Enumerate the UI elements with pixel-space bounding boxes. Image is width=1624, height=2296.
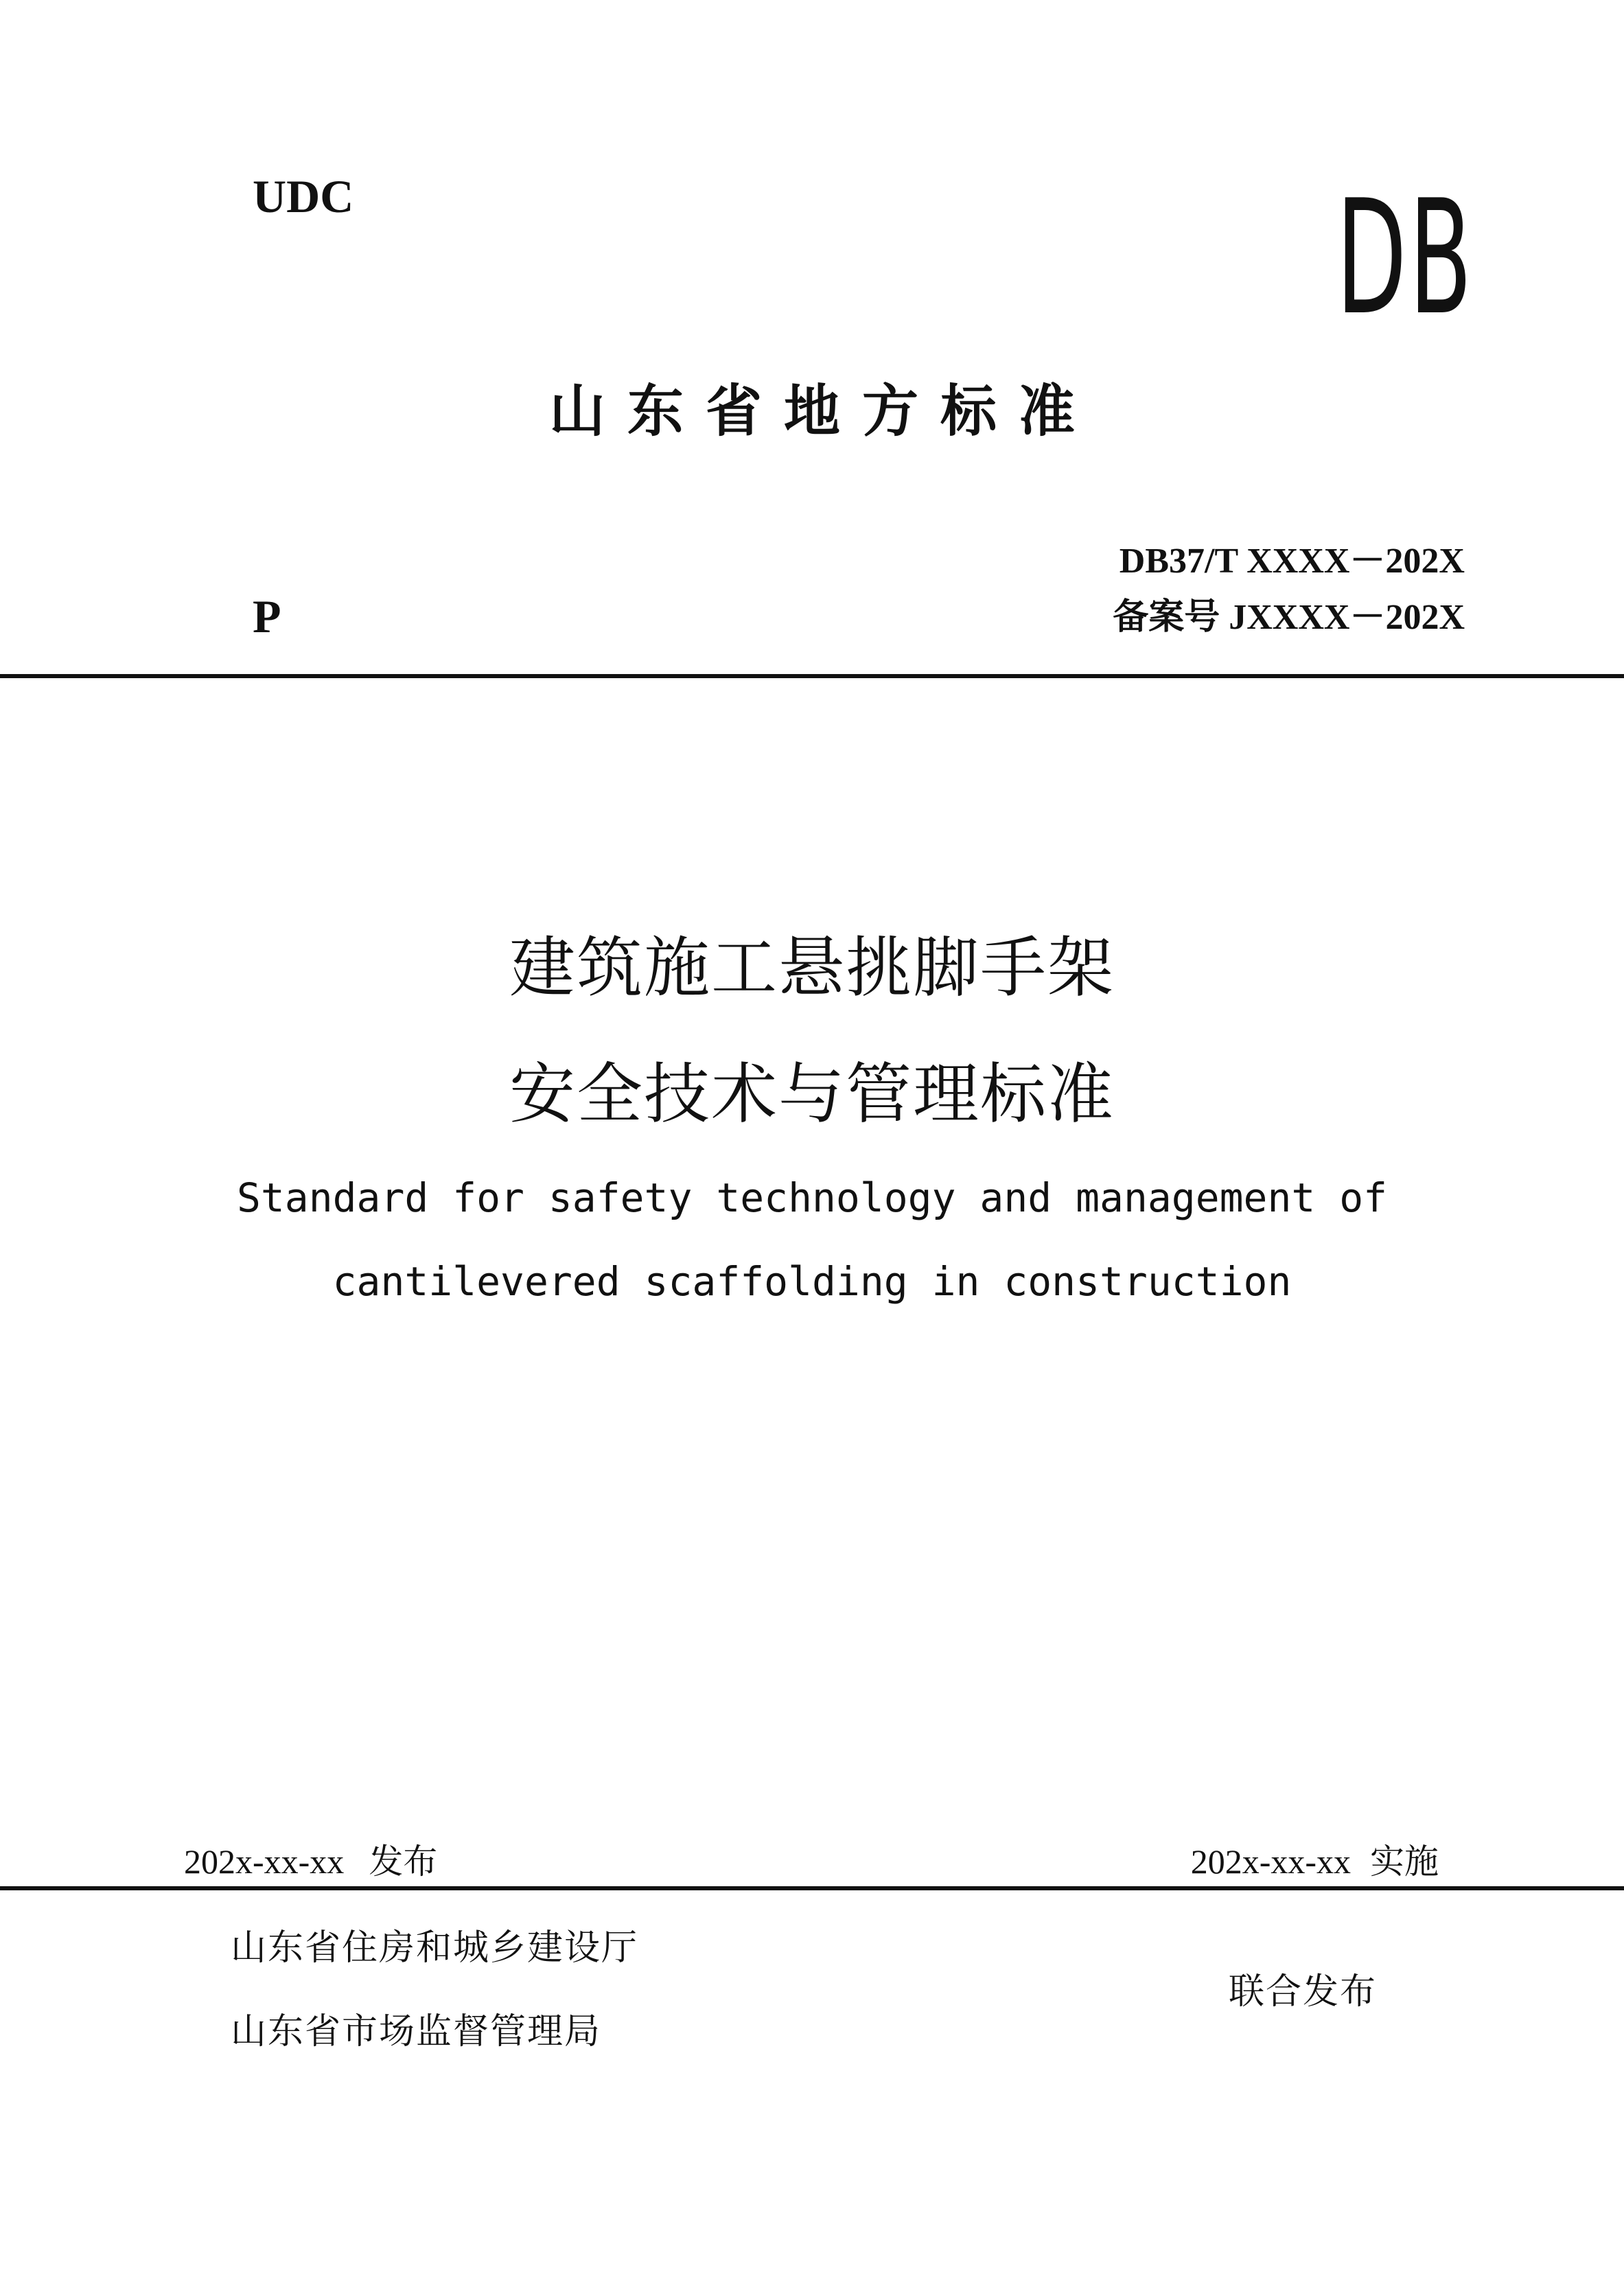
joint-publish-label: 联合发布 [1229, 1971, 1378, 2013]
record-number: 备案号 JXXXX－202X [1113, 598, 1465, 637]
publish-label: 发布 [369, 1842, 438, 1881]
top-divider [0, 674, 1624, 678]
title-zh-line2: 安全技术与管理标准 [509, 1056, 1115, 1133]
title-en-line2: cantilevered scaffolding in construction [332, 1258, 1292, 1305]
title-zh-line1: 建筑施工悬挑脚手架 [509, 929, 1115, 1006]
title-en-line1: Standard for safety technology and management of [236, 1174, 1388, 1221]
db-mark: DB [1336, 167, 1474, 350]
bottom-divider [0, 1886, 1624, 1890]
standard-code: DB37/T XXXX－202X [1119, 542, 1465, 581]
issuer-housing-department: 山东省住房和城乡建设厅 [231, 1927, 639, 1969]
province-standard-heading: 山东省地方标准 [548, 379, 1097, 444]
issuer-market-supervision-bureau: 山东省市场监督管理局 [231, 2011, 602, 2052]
udc-label: UDC [253, 170, 354, 222]
implement-date-line [1191, 1841, 1439, 1882]
classification-code: P [253, 590, 281, 642]
publish-date: 202x-xx-xx [184, 1842, 345, 1881]
implement-label: 实施 [1370, 1842, 1439, 1881]
implement-date: 202x-xx-xx [1190, 1842, 1351, 1881]
publish-date-line [184, 1841, 437, 1882]
